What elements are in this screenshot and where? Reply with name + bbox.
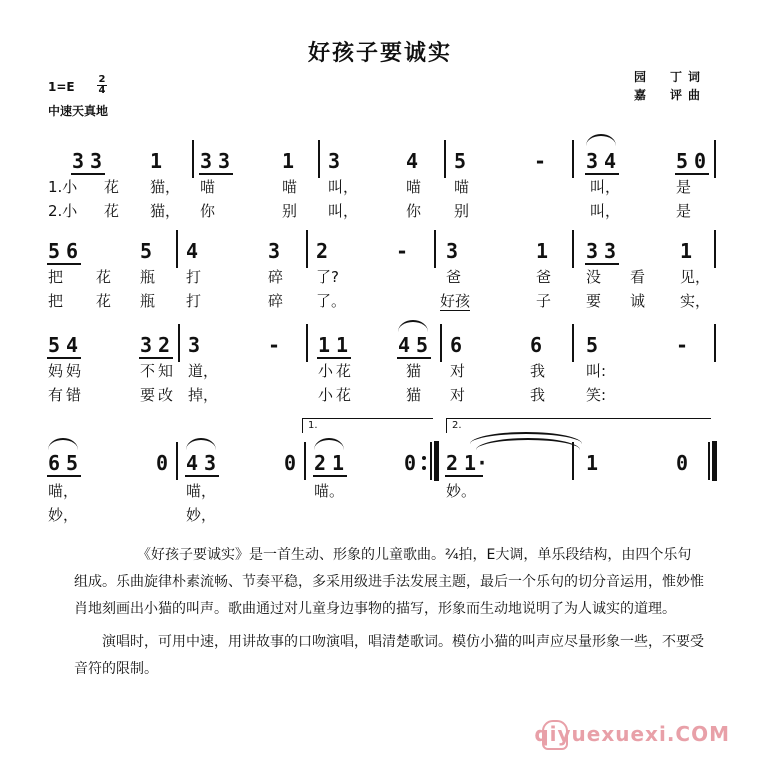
note: 0 bbox=[284, 451, 297, 475]
lyric: 喵 bbox=[454, 178, 470, 196]
lyric: 别 bbox=[454, 202, 470, 220]
note: 6 bbox=[450, 333, 463, 357]
volta-bracket-2 bbox=[446, 418, 711, 433]
key-signature: 1=E bbox=[48, 80, 75, 94]
note: 4 bbox=[406, 149, 419, 173]
note: 6 bbox=[48, 451, 61, 475]
note: 5 bbox=[140, 239, 153, 263]
lyric: 爸 bbox=[446, 268, 462, 286]
note: 3 bbox=[188, 333, 201, 357]
dash: - bbox=[676, 333, 689, 357]
lyric: 小 bbox=[318, 386, 334, 404]
lyric: 是 bbox=[676, 202, 692, 220]
lyric: 叫， bbox=[328, 202, 359, 220]
note: 3 bbox=[218, 149, 231, 173]
note: 3 bbox=[90, 149, 103, 173]
lyric: 瓶 bbox=[140, 268, 156, 286]
volta-label-1: 1. bbox=[308, 420, 318, 431]
note: 1 bbox=[150, 149, 163, 173]
description bbox=[74, 542, 704, 683]
lyric: 错 bbox=[66, 386, 82, 404]
note: 6 bbox=[530, 333, 543, 357]
lyric: 叫， bbox=[590, 202, 621, 220]
repeat-dot bbox=[422, 466, 426, 470]
dash: - bbox=[534, 149, 547, 173]
lyric: 对 bbox=[450, 362, 466, 380]
lyric: 妈 bbox=[66, 362, 82, 380]
lyricist-credit: 园 丁词 bbox=[634, 70, 707, 84]
note: 3 bbox=[446, 239, 459, 263]
lyric: 是 bbox=[676, 178, 692, 196]
lyric: 改 bbox=[158, 386, 174, 404]
lyric: 妈 bbox=[48, 362, 64, 380]
note: 0 bbox=[404, 451, 417, 475]
lyric: 花 bbox=[104, 178, 120, 196]
lyric: 把 bbox=[48, 268, 64, 286]
lyric: 了? bbox=[316, 268, 339, 286]
dash: - bbox=[396, 239, 409, 263]
note: 4 bbox=[66, 333, 79, 357]
note: 1 bbox=[318, 333, 331, 357]
note: 5 bbox=[676, 149, 689, 173]
lyric: 花 bbox=[96, 292, 112, 310]
repeat-dot bbox=[422, 456, 426, 460]
repeat-barline bbox=[434, 441, 439, 481]
note: 3 bbox=[586, 239, 599, 263]
lyric: 把 bbox=[48, 292, 64, 310]
note: 4 bbox=[604, 149, 617, 173]
lyric: 我 bbox=[530, 386, 546, 404]
note: 5 bbox=[48, 239, 61, 263]
lyric: 了。 bbox=[316, 292, 347, 310]
lyric: 花 bbox=[336, 362, 352, 380]
lyric: 喵 bbox=[282, 178, 298, 196]
note: 6 bbox=[66, 239, 79, 263]
note: 3 bbox=[268, 239, 281, 263]
note: 1 bbox=[336, 333, 349, 357]
note: 1 bbox=[332, 451, 345, 475]
composer-credit: 嘉 评曲 bbox=[634, 88, 707, 102]
note: 5 bbox=[416, 333, 429, 357]
lyric: 瓶 bbox=[140, 292, 156, 310]
time-numerator: 2 bbox=[98, 74, 106, 85]
note: 0 bbox=[694, 149, 707, 173]
lyric: 你 bbox=[200, 202, 216, 220]
lyric: 叫， bbox=[590, 178, 621, 196]
lyric: 猫 bbox=[406, 386, 422, 404]
lyric: 叫: bbox=[586, 362, 607, 380]
lyric: 喵。 bbox=[314, 482, 345, 500]
lyric: 小 bbox=[318, 362, 334, 380]
lyric: 妙， bbox=[48, 506, 79, 524]
final-barline bbox=[712, 441, 717, 481]
note: 1 bbox=[586, 451, 599, 475]
lyric: 子 bbox=[536, 292, 552, 310]
lyric: 2.小 bbox=[48, 202, 78, 220]
note: 5 bbox=[66, 451, 79, 475]
lyric: 叫， bbox=[328, 178, 359, 196]
lyric: 道， bbox=[188, 362, 219, 380]
volta-label-2: 2. bbox=[452, 420, 462, 431]
note: 0 bbox=[156, 451, 169, 475]
note: 3 bbox=[586, 149, 599, 173]
note: 3 bbox=[204, 451, 217, 475]
lyric: 打 bbox=[186, 292, 202, 310]
lyric: 喵， bbox=[186, 482, 217, 500]
lyric: 猫， bbox=[150, 202, 181, 220]
lyric: 喵 bbox=[406, 178, 422, 196]
note: 1 bbox=[536, 239, 549, 263]
lyric: 喵 bbox=[200, 178, 216, 196]
note: 3 bbox=[604, 239, 617, 263]
note: 2 bbox=[446, 451, 459, 475]
note: 3 bbox=[328, 149, 341, 173]
lyric: 见， bbox=[680, 268, 711, 286]
lyric: 有 bbox=[48, 386, 64, 404]
lyric: 要 bbox=[140, 386, 156, 404]
lyric: 妙， bbox=[186, 506, 217, 524]
note: 1· bbox=[464, 451, 489, 475]
lyric: 要 bbox=[586, 292, 602, 310]
tempo-marking: 中速天真地 bbox=[48, 104, 109, 118]
lyric: 好孩 bbox=[440, 292, 471, 310]
note: 2 bbox=[314, 451, 327, 475]
lyric: 掉， bbox=[188, 386, 219, 404]
time-signature bbox=[97, 75, 107, 96]
note: 5 bbox=[454, 149, 467, 173]
lyric: 猫 bbox=[406, 362, 422, 380]
lyric: 花 bbox=[96, 268, 112, 286]
lyric: 笑: bbox=[586, 386, 607, 404]
note: 2 bbox=[158, 333, 171, 357]
note: 3 bbox=[72, 149, 85, 173]
note: 2 bbox=[316, 239, 329, 263]
note: 3 bbox=[200, 149, 213, 173]
lyric: 花 bbox=[104, 202, 120, 220]
lyric: 你 bbox=[406, 202, 422, 220]
note: 5 bbox=[48, 333, 61, 357]
description-paragraph-2: 演唱时，可用中速，用讲故事的口吻演唱，唱清楚歌词。模仿小猫的叫声应尽量形象一些，不要受音符的限制。 bbox=[74, 634, 704, 677]
lyric: 1.小 bbox=[48, 178, 78, 196]
lyric: 别 bbox=[282, 202, 298, 220]
note: 5 bbox=[586, 333, 599, 357]
description-paragraph-1: 《好孩子要诚实》是一首生动、形象的儿童歌曲。²⁄₄拍，E大调，单乐段结构，由四个乐句组成。乐曲旋律朴素流畅、节奏平稳，多采用级进手法发展主题，最后一个乐句的切分音运用，惟妙惟肖地刻画出小猫的叫声。歌曲通过对儿童身边事物的描写，形象而生动地说明了为人诚实的道理。 bbox=[74, 547, 704, 617]
dash: - bbox=[268, 333, 281, 357]
note: 0 bbox=[676, 451, 689, 475]
lyric: 碎 bbox=[268, 292, 284, 310]
time-denominator: 4 bbox=[98, 85, 106, 96]
note: 3 bbox=[140, 333, 153, 357]
lyric: 看 bbox=[630, 268, 646, 286]
lyric: 猫， bbox=[150, 178, 181, 196]
note: 4 bbox=[186, 239, 199, 263]
lyric: 知 bbox=[158, 362, 174, 380]
lyric: 我 bbox=[530, 362, 546, 380]
lyric: 碎 bbox=[268, 268, 284, 286]
lyric: 对 bbox=[450, 386, 466, 404]
lyric: 实， bbox=[680, 292, 711, 310]
song-title: 好孩子要诚实 bbox=[307, 41, 452, 66]
volta-bracket-1 bbox=[302, 418, 433, 433]
note: 1 bbox=[680, 239, 693, 263]
lyric: 诚 bbox=[630, 292, 646, 310]
note: 4 bbox=[186, 451, 199, 475]
lyric: 花 bbox=[336, 386, 352, 404]
note: 1 bbox=[282, 149, 295, 173]
lyric: 妙。 bbox=[446, 482, 477, 500]
lyric: 喵， bbox=[48, 482, 79, 500]
lyric: 没 bbox=[586, 268, 602, 286]
lyric: 爸 bbox=[536, 268, 552, 286]
watermark: qiyuexuexi.COM bbox=[534, 722, 730, 746]
lyric: 打 bbox=[186, 268, 202, 286]
note: 4 bbox=[398, 333, 411, 357]
lyric: 不 bbox=[140, 362, 156, 380]
